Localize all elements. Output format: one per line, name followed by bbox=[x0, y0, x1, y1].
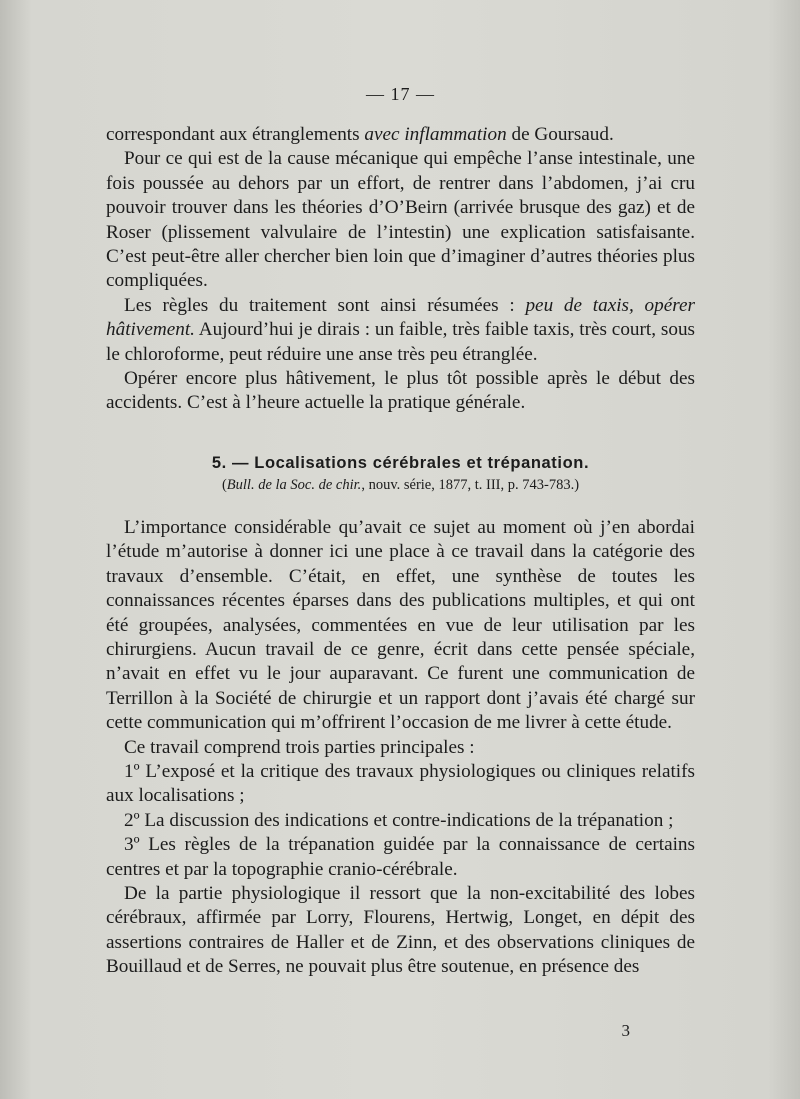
paragraph: 1º L’exposé et la critique des travaux physiologiques ou cliniques relatifs aux localisations ; bbox=[106, 760, 695, 807]
italic-phrase: avec inflammation bbox=[364, 124, 507, 145]
section-text-block bbox=[106, 516, 695, 980]
paragraph: Ce travail comprend trois parties principales : bbox=[124, 736, 475, 758]
paragraph: L’importance considérable qu’avait ce sujet au moment où j’en abordai l’étude m’autorise à donner ici une place à ce travail dans la catégorie des travaux d’ensemble. C’était, en effet, une synthèse de toutes les connaissances récentes éparses dans des publications multiples, et qui ont été groupées, analysées, commentées en vue de leur utilisation par les chirurgiens. Aucun travail de ce genre, écrit dans cette pensée spéciale, n’avait en effet vu le jour auparavant. Ce furent une communication de Terrillon à la Société de chirurgie et un rapport dont j’avais été chargé sur cette communication qui m’offrirent l’occasion de me livrer à cette étude. bbox=[106, 516, 695, 734]
paragraph: 2º La discussion des indications et contre-indications de la trépanation ; bbox=[124, 809, 674, 831]
section-citation: (Bull. de la Soc. de chir., nouv. série, 1877, t. III, p. 743-783.) bbox=[221, 476, 580, 493]
paragraph: 3º Les règles de la trépanation guidée par la connaissance de certains centres et par la topographie cranio-cérébrale. bbox=[106, 834, 695, 880]
section-heading: 5. — Localisations cérébrales et trépanation. bbox=[211, 453, 590, 472]
italic-phrase: peu de taxis, opérer hâtivement. bbox=[106, 294, 695, 341]
paragraph: correspondant aux étranglements avec inflammation de Goursaud. bbox=[106, 124, 614, 145]
paragraph: Pour ce qui est de la cause mécanique qui empêche l’anse intestinale, une fois poussée au dehors par un effort, de rentrer dans l’abdomen, j’ai cru pouvoir trouver dans les théories d’O’Beirn (arrivée brusque des gaz) et de Roser (plissement valvulaire de l’intestin) une explication satisfaisante. C’est peut-être aller chercher bien loin que d’imaginer d’autres théories plus compliquées. bbox=[106, 148, 695, 292]
paragraph: Opérer encore plus hâtivement, le plus tôt possible après le début des accidents. C’est à l’heure actuelle la pratique générale. bbox=[106, 368, 695, 414]
top-text-block bbox=[106, 123, 695, 416]
page-number: — 17 — bbox=[366, 84, 435, 104]
signature-mark: 3 bbox=[621, 1021, 630, 1040]
paragraph: De la partie physiologique il ressort que la non-excitabilité des lobes cérébraux, affirmée par Lorry, Flourens, Hertwig, Longet, en dépit des assertions contraires de Haller et de Zinn, et des observations cliniques de Bouillaud et de Serres, ne pouvait plus être soutenue, en présence des bbox=[106, 882, 695, 978]
paragraph: Les règles du traitement sont ainsi résumées : peu de taxis, opérer hâtivement. Aujourd’hui je dirais : un faible, très faible taxis, très court, sous le chloroforme, peut réduire une anse très peu étranglée. bbox=[106, 294, 695, 365]
